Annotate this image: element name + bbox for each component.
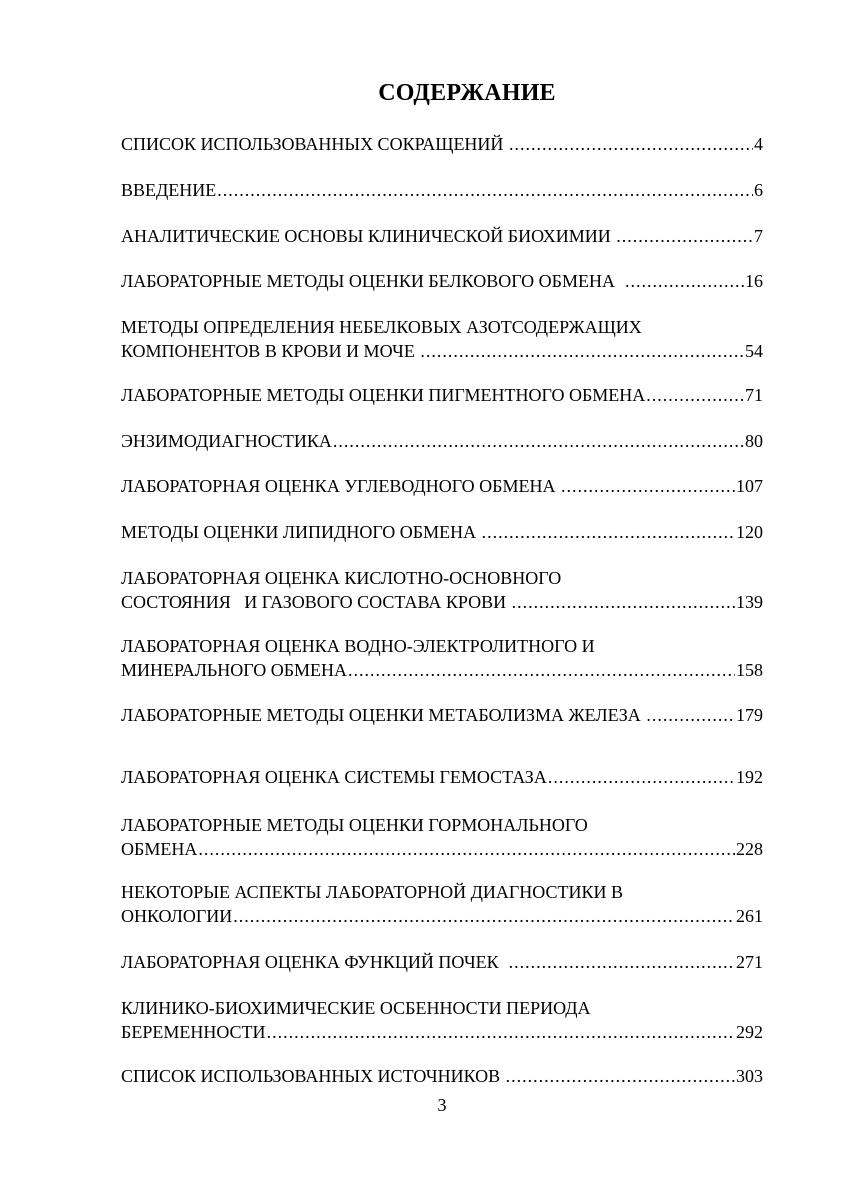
toc-line — [121, 429, 763, 453]
toc-entry — [121, 813, 763, 861]
toc-entry-title: ЛАБОРАТОРНАЯ ОЦЕНКА УГЛЕВОДНОГО ОБМЕНА — [121, 476, 560, 496]
toc-page-number: 303 — [736, 1066, 763, 1086]
toc-line — [121, 658, 763, 682]
toc-line — [121, 224, 763, 248]
toc-page-number: 139 — [736, 592, 763, 612]
toc-entry — [121, 383, 763, 407]
toc-entry-title-line1: ЛАБОРАТОРНАЯ ОЦЕНКА ВОДНО-ЭЛЕКТРОЛИТНОГО И — [121, 636, 595, 656]
toc-entry-title: ОБМЕНА — [121, 839, 198, 859]
toc-page-number: 292 — [736, 1022, 763, 1042]
toc-entry-title: МИНЕРАЛЬНОГО ОБМЕНА — [121, 660, 348, 680]
toc-line — [121, 590, 763, 614]
toc-leader-dots — [509, 950, 735, 974]
toc-entry-title-line1: ЛАБОРАТОРНАЯ ОЦЕНКА КИСЛОТНО-ОСНОВНОГО — [121, 568, 562, 588]
toc-leader-dots — [217, 178, 753, 202]
toc-line — [121, 339, 763, 363]
toc-leader-dots — [646, 383, 744, 407]
toc-entry-title: ЛАБОРАТОРНАЯ ОЦЕНКА ФУНКЦИЙ ПОЧЕК — [121, 952, 508, 972]
toc-line — [121, 269, 763, 293]
toc-leader-dots — [548, 765, 735, 789]
toc-line — [121, 178, 763, 202]
toc-line — [121, 904, 763, 928]
toc-leader-dots — [482, 520, 735, 544]
toc-entry-title-line1: МЕТОДЫ ОПРЕДЕЛЕНИЯ НЕБЕЛКОВЫХ АЗОТСОДЕРЖАЩИХ — [121, 317, 642, 337]
toc-entry — [121, 950, 763, 974]
toc-entry — [121, 996, 763, 1044]
toc-entry-title: СПИСОК ИСПОЛЬЗОВАННЫХ ИСТОЧНИКОВ — [121, 1066, 505, 1086]
toc-entry-title-line1: ЛАБОРАТОРНЫЕ МЕТОДЫ ОЦЕНКИ ГОРМОНАЛЬНОГО — [121, 815, 588, 835]
toc-line — [121, 132, 763, 156]
toc-entry-title: АНАЛИТИЧЕСКИЕ ОСНОВЫ КЛИНИЧЕСКОЙ БИОХИМИИ — [121, 226, 616, 246]
toc-entry-title-line1: КЛИНИКО-БИОХИМИЧЕСКИЕ ОСБЕННОСТИ ПЕРИОДА — [121, 998, 591, 1018]
toc-line — [121, 765, 763, 789]
toc-entry-title: ЭНЗИМОДИАГНОСТИКА — [121, 431, 332, 451]
toc-line — [121, 1064, 763, 1088]
toc-leader-dots — [506, 1064, 735, 1088]
toc-page-number: 4 — [754, 134, 763, 154]
toc-entry-title: КОМПОНЕНТОВ В КРОВИ И МОЧЕ — [121, 341, 420, 361]
toc-page-number: 158 — [736, 660, 763, 680]
toc-entry-title: СПИСОК ИСПОЛЬЗОВАННЫХ СОКРАЩЕНИЙ — [121, 134, 508, 154]
toc-page-number: 261 — [736, 906, 763, 926]
toc-entry — [121, 634, 763, 682]
page-number: 3 — [437, 1095, 447, 1115]
toc-page-number: 228 — [736, 839, 763, 859]
toc-entry — [121, 269, 763, 293]
toc-leader-dots — [267, 1020, 735, 1044]
toc-page-number: 7 — [754, 226, 763, 246]
toc-line — [121, 1020, 763, 1044]
toc-entry — [121, 1064, 763, 1088]
toc-entry — [121, 703, 763, 727]
toc-line — [121, 950, 763, 974]
toc-page-number: 6 — [754, 180, 763, 200]
toc-entry — [121, 224, 763, 248]
toc-entry-title: ЛАБОРАТОРНАЯ ОЦЕНКА СИСТЕМЫ ГЕМОСТАЗА — [121, 767, 547, 787]
toc-line — [121, 474, 763, 498]
toc-leader-dots — [348, 658, 735, 682]
toc-leader-dots — [512, 590, 735, 614]
toc-entry — [121, 429, 763, 453]
toc-entry — [121, 880, 763, 928]
toc-entry-title: ОНКОЛОГИИ — [121, 906, 233, 926]
toc-leader-dots — [646, 703, 735, 727]
toc-entry — [121, 132, 763, 156]
toc-page-number: 120 — [736, 522, 763, 542]
toc-entry-title: ЛАБОРАТОРНЫЕ МЕТОДЫ ОЦЕНКИ ПИГМЕНТНОГО ОБМЕНА — [121, 385, 646, 405]
toc-entry — [121, 315, 763, 363]
toc-page-number: 80 — [745, 431, 763, 451]
toc-entry — [121, 520, 763, 544]
toc-entry-title: ВВЕДЕНИЕ — [121, 180, 217, 200]
toc-leader-dots — [198, 837, 735, 861]
toc-leader-dots — [233, 904, 735, 928]
toc-leader-dots — [509, 132, 753, 156]
page-title: СОДЕРЖАНИЕ — [378, 80, 556, 106]
toc-entry — [121, 566, 763, 614]
toc-page-number: 107 — [736, 476, 763, 496]
toc-entry-title: ЛАБОРАТОРНЫЕ МЕТОДЫ ОЦЕНКИ МЕТАБОЛИЗМА ЖЕЛЕЗА — [121, 705, 646, 725]
toc-entry-title: ЛАБОРАТОРНЫЕ МЕТОДЫ ОЦЕНКИ БЕЛКОВОГО ОБМЕНА — [121, 271, 624, 291]
toc-entry-title-line1: НЕКОТОРЫЕ АСПЕКТЫ ЛАБОРАТОРНОЙ ДИАГНОСТИКИ В — [121, 882, 624, 902]
toc-leader-dots — [616, 224, 753, 248]
toc-entry — [121, 474, 763, 498]
toc-page-number: 271 — [736, 952, 763, 972]
toc-entry-title: БЕРЕМЕННОСТИ — [121, 1022, 266, 1042]
toc-page-number: 16 — [745, 271, 763, 291]
toc-entry — [121, 178, 763, 202]
toc-line — [121, 837, 763, 861]
toc-page-number: 179 — [736, 705, 763, 725]
toc-page-number: 192 — [736, 767, 763, 787]
toc-line — [121, 703, 763, 727]
toc-entry — [121, 765, 763, 789]
toc-page-number: 71 — [745, 385, 763, 405]
toc-page-number: 54 — [745, 341, 763, 361]
toc-line — [121, 383, 763, 407]
toc-leader-dots — [420, 339, 744, 363]
toc-leader-dots — [561, 474, 735, 498]
toc-leader-dots — [625, 269, 744, 293]
toc-leader-dots — [333, 429, 744, 453]
toc-entry-title: СОСТОЯНИЯ И ГАЗОВОГО СОСТАВА КРОВИ — [121, 592, 511, 612]
toc-entry-title: МЕТОДЫ ОЦЕНКИ ЛИПИДНОГО ОБМЕНА — [121, 522, 481, 542]
toc-line — [121, 520, 763, 544]
